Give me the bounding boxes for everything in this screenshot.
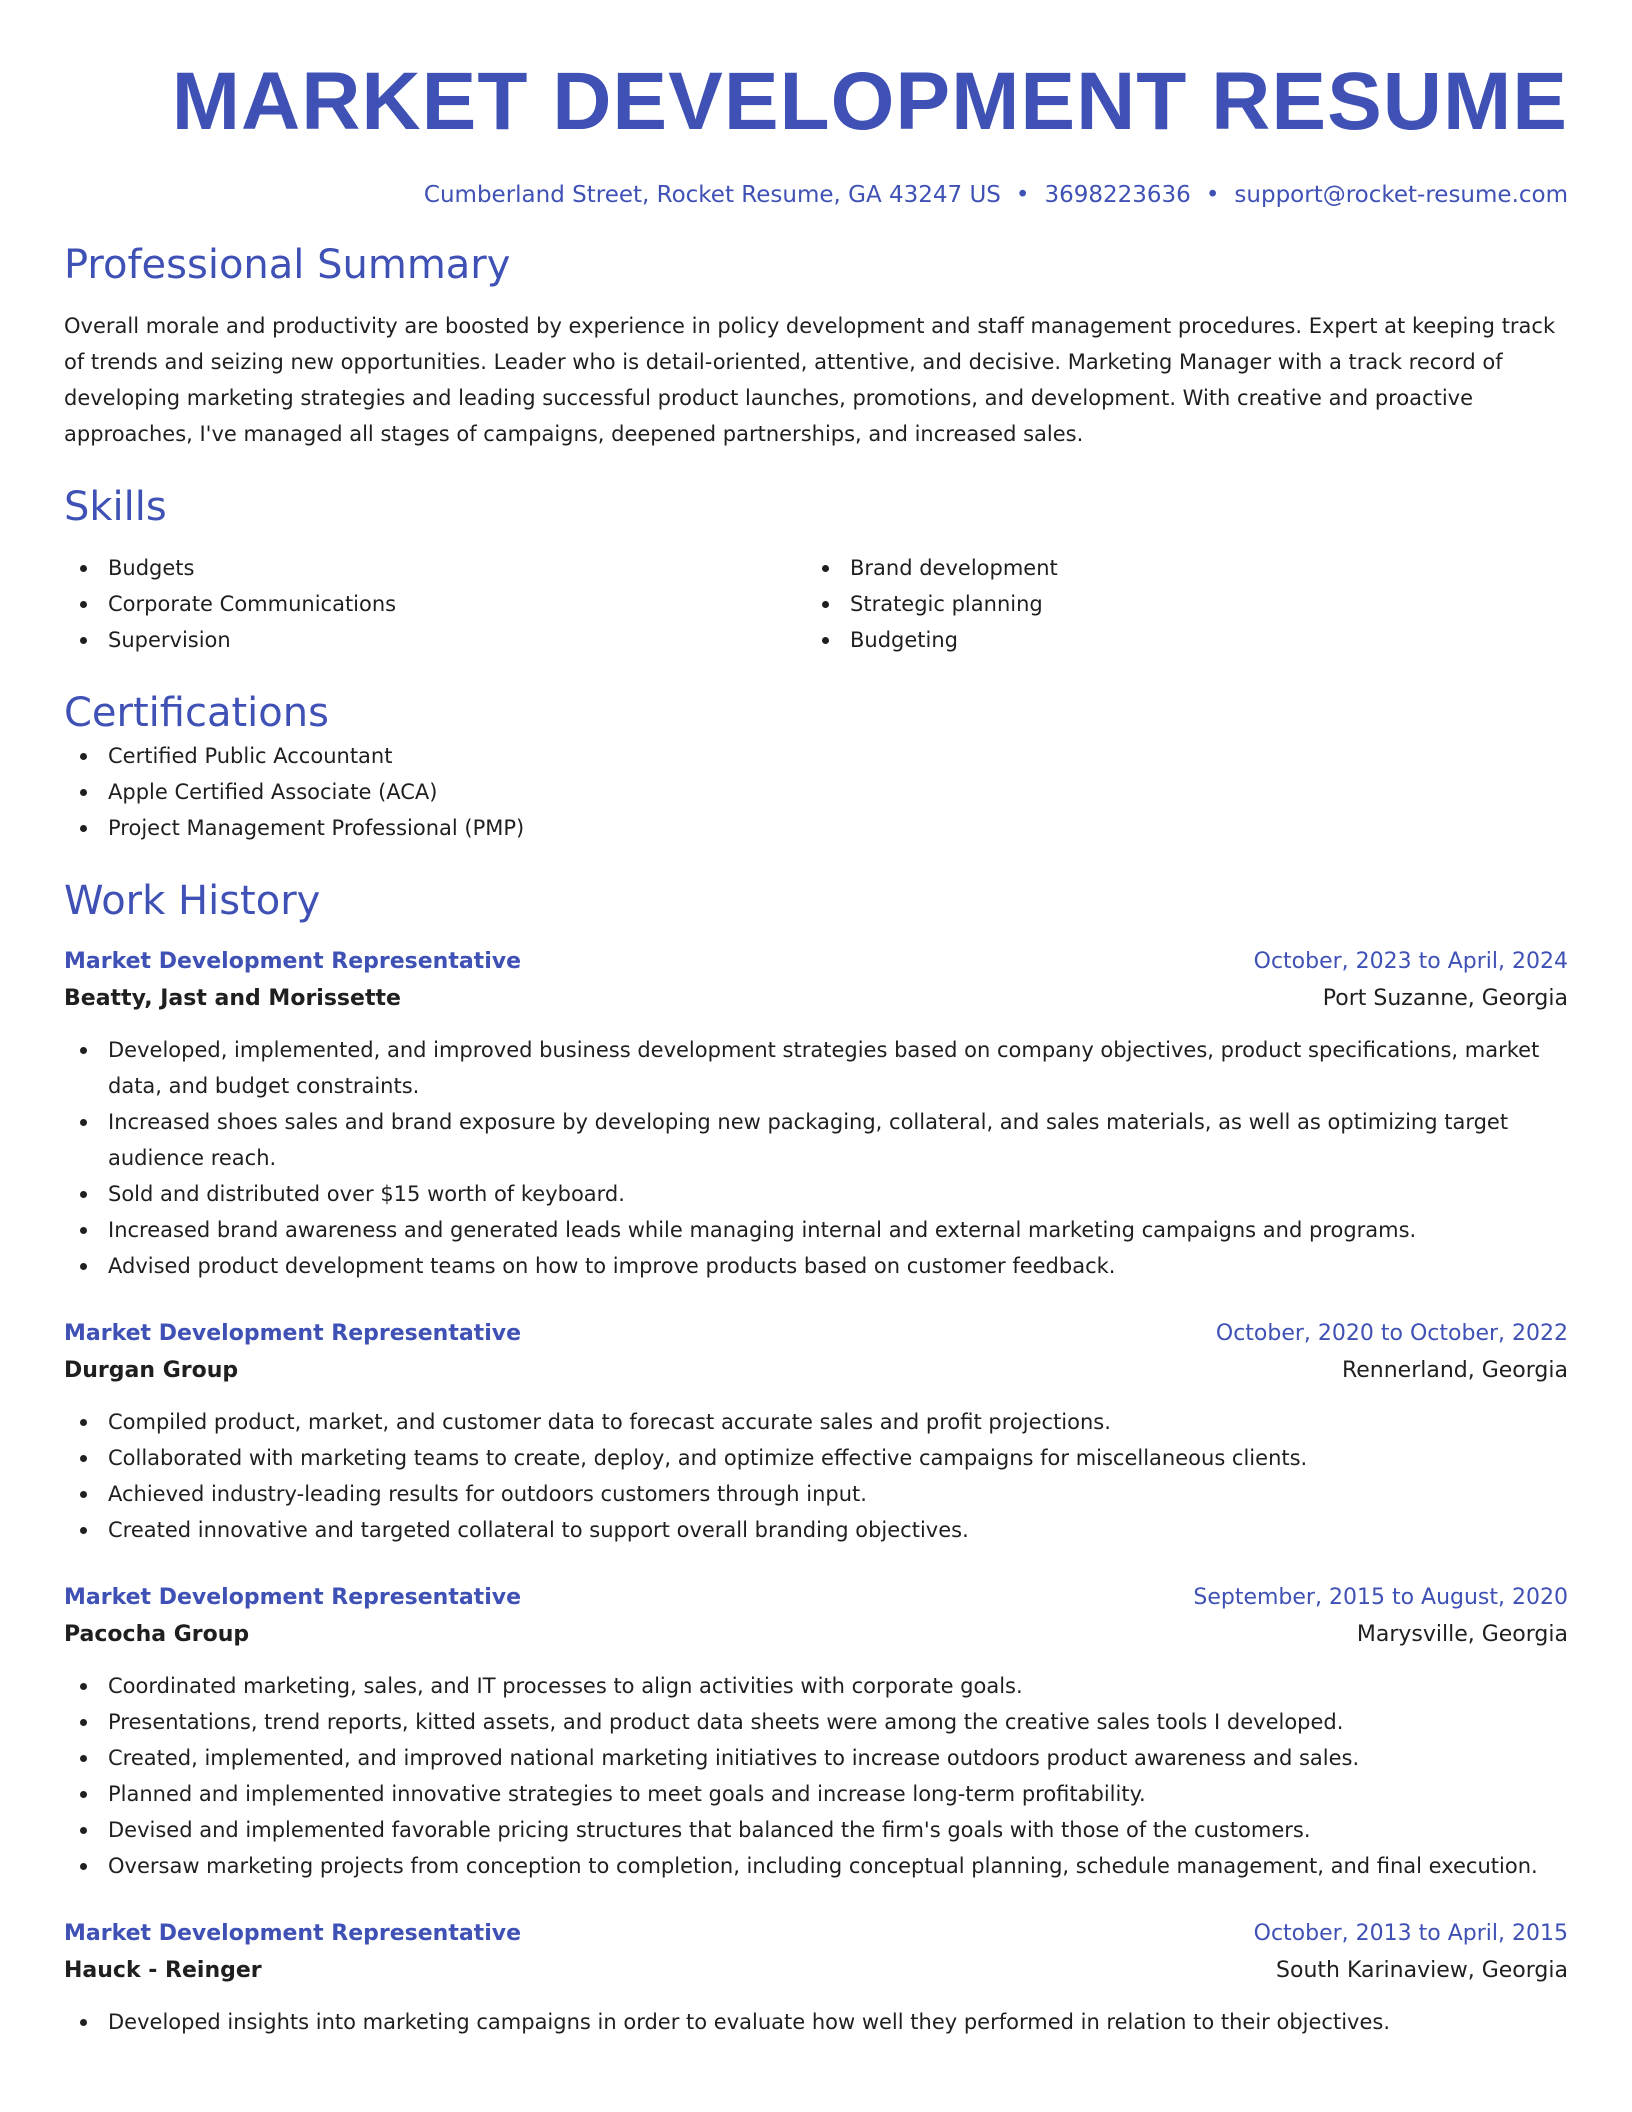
summary-section <box>64 240 1568 452</box>
skills-list-right <box>806 550 1548 658</box>
contact-separator: • <box>1205 182 1220 208</box>
resume-name: MARKET DEVELOPMENT RESUME <box>171 56 1568 147</box>
skill-item: Corporate Communications <box>64 586 806 622</box>
summary-text: Overall morale and productivity are boosted by experience in policy development and staff management procedures. Expert at keeping track of trends and seizing new opportunities. Leader who is detail-oriented, attentive, and decisive. Marketing Manager with a track record of developing marketing strategies and leading successful product launches, promotions, and development. With creative and proactive approaches, I've managed all stages of campaigns, deepened partnerships, and increased sales. <box>64 314 1556 446</box>
job-company: Beatty, Jast and Morissette <box>64 986 401 1011</box>
job-bullet: Collaborated with marketing teams to create, deploy, and optimize effective campaigns for miscellaneous clients. <box>64 1440 1568 1476</box>
job-bullet: Developed insights into marketing campaigns in order to evaluate how well they performed in relation to their objectives. <box>64 2004 1568 2040</box>
job-location: Port Suzanne, Georgia <box>1322 986 1568 1011</box>
job-company: Pacocha Group <box>64 1622 250 1647</box>
job-location: South Karinaview, Georgia <box>1276 1958 1568 1983</box>
skill-item: Supervision <box>64 622 806 658</box>
summary-heading: Professional Summary <box>64 242 511 288</box>
job-bullet: Increased brand awareness and generated leads while managing internal and external marketing campaigns and programs. <box>64 1212 1568 1248</box>
job-location: Marysville, Georgia <box>1356 1622 1568 1647</box>
resume-header <box>64 0 1568 210</box>
skill-item: Budgets <box>64 550 806 586</box>
skill-item: Brand development <box>806 550 1548 586</box>
job-location: Rennerland, Georgia <box>1341 1358 1568 1383</box>
skills-grid <box>64 550 1568 658</box>
contact-line <box>64 180 1568 210</box>
job-header-row <box>64 1916 1568 1952</box>
certifications-heading: Certifications <box>64 690 329 736</box>
job-bullet: Planned and implemented innovative strategies to meet goals and increase long-term profitability. <box>64 1776 1568 1812</box>
job-bullets <box>64 1668 1568 1884</box>
job-bullets <box>64 2004 1568 2040</box>
skill-item: Strategic planning <box>806 586 1548 622</box>
job-dates: October, 2023 to April, 2024 <box>1253 949 1568 974</box>
job-dates: October, 2013 to April, 2015 <box>1253 1921 1568 1946</box>
work-history-section <box>64 876 1568 2040</box>
job-header-row <box>64 944 1568 980</box>
job-company-row <box>64 1352 1568 1390</box>
job-company: Durgan Group <box>64 1358 239 1383</box>
job-bullet: Oversaw marketing projects from conception to completion, including conceptual planning, schedule management, and final execution. <box>64 1848 1568 1884</box>
skills-list-left <box>64 550 806 658</box>
certifications-list <box>64 738 1568 846</box>
job-bullet: Sold and distributed over $15 worth of keyboard. <box>64 1176 1568 1212</box>
job-bullet: Developed, implemented, and improved business development strategies based on company objectives, product specifications, market data, and budget constraints. <box>64 1032 1568 1104</box>
skill-item: Budgeting <box>806 622 1548 658</box>
job-bullet: Presentations, trend reports, kitted assets, and product data sheets were among the creative sales tools I developed. <box>64 1704 1568 1740</box>
job-header-row <box>64 1580 1568 1616</box>
job-company: Hauck - Reinger <box>64 1958 262 1983</box>
job-bullet: Advised product development teams on how to improve products based on customer feedback. <box>64 1248 1568 1284</box>
certification-item: Apple Certified Associate (ACA) <box>64 774 1568 810</box>
job-bullet: Created, implemented, and improved national marketing initiatives to increase outdoors product awareness and sales. <box>64 1740 1568 1776</box>
skills-column-right <box>806 550 1548 658</box>
job-company-row <box>64 1952 1568 1990</box>
contact-separator: • <box>1015 182 1030 208</box>
contact-phone[interactable]: 3698223636 <box>1044 182 1191 208</box>
skills-column-left <box>64 550 806 658</box>
job-entry <box>64 1916 1568 2040</box>
job-title: Market Development Representative <box>64 1321 521 1346</box>
skills-section <box>64 482 1568 658</box>
job-dates: September, 2015 to August, 2020 <box>1193 1585 1568 1610</box>
job-entry <box>64 944 1568 1284</box>
job-bullet: Devised and implemented favorable pricing structures that balanced the firm's goals with those of the customers. <box>64 1812 1568 1848</box>
job-bullet: Created innovative and targeted collateral to support overall branding objectives. <box>64 1512 1568 1548</box>
job-entry <box>64 1580 1568 1884</box>
job-dates: October, 2020 to October, 2022 <box>1215 1321 1568 1346</box>
job-bullets <box>64 1032 1568 1284</box>
skills-heading: Skills <box>64 484 167 530</box>
job-bullet: Increased shoes sales and brand exposure by developing new packaging, collateral, and sales materials, as well as optimizing target audience reach. <box>64 1104 1568 1176</box>
job-bullet: Coordinated marketing, sales, and IT processes to align activities with corporate goals. <box>64 1668 1568 1704</box>
certifications-section <box>64 688 1568 846</box>
work-history-heading: Work History <box>64 878 321 924</box>
job-bullet: Compiled product, market, and customer data to forecast accurate sales and profit projections. <box>64 1404 1568 1440</box>
job-bullets <box>64 1404 1568 1548</box>
job-entry <box>64 1316 1568 1548</box>
job-company-row <box>64 1616 1568 1654</box>
certification-item: Project Management Professional (PMP) <box>64 810 1568 846</box>
job-header-row <box>64 1316 1568 1352</box>
job-title: Market Development Representative <box>64 949 521 974</box>
job-company-row <box>64 980 1568 1018</box>
certification-item: Certified Public Accountant <box>64 738 1568 774</box>
job-title: Market Development Representative <box>64 1585 521 1610</box>
contact-address: Cumberland Street, Rocket Resume, GA 43247 US <box>423 182 1001 208</box>
job-bullet: Achieved industry-leading results for outdoors customers through input. <box>64 1476 1568 1512</box>
contact-email[interactable]: support@rocket-resume.com <box>1234 182 1568 208</box>
job-title: Market Development Representative <box>64 1921 521 1946</box>
